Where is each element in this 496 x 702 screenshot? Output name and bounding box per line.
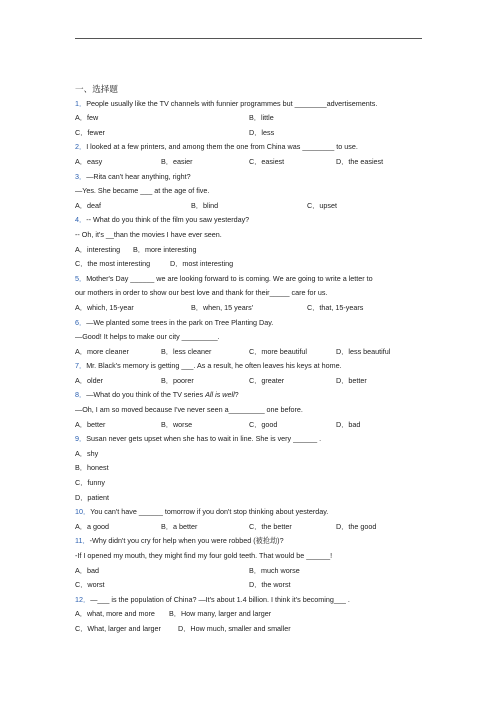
question-7-stem: 7．Mr. Black's memory is getting ___. As a result, he often leaves his keys at home. [75, 361, 342, 371]
option-d[interactable]: D．better [336, 375, 367, 385]
option-d[interactable]: D．the good [336, 521, 377, 531]
question-2-stem: 2．I looked at a few printers, and among them the one from China was ________ to use. [75, 142, 358, 152]
option-d[interactable]: D．the easiest [336, 156, 384, 166]
option-a[interactable]: A．what, more and more [75, 609, 155, 619]
option-a[interactable]: A．deaf [75, 200, 101, 210]
question-11-stem: 11．-Why didn't you cry for help when you were robbed (被抢劫)? [75, 536, 284, 546]
question-list [75, 82, 425, 637]
option-b[interactable]: B．worse [161, 419, 193, 429]
question-6-stem-line2: —Good! It helps to make our city _________. [75, 332, 220, 342]
question-12-options-row2 [75, 622, 425, 637]
question-12-stem: 12．—___ is the population of China? —It's about 1.4 billion. I think it's becoming___ . [75, 594, 350, 604]
option-c[interactable]: C．What, larger and larger [75, 623, 161, 633]
option-a[interactable]: A．older [75, 375, 103, 385]
option-b[interactable]: B．much worse [249, 565, 300, 575]
option-d[interactable]: D．less [249, 127, 275, 137]
question-11-stem-line2: -If I opened my mouth, they might find my four gold teeth. That would be ______! [75, 551, 333, 560]
option-c[interactable]: C．greater [249, 375, 285, 385]
question-9-stem: 9．Susan never gets upset when she has to wait in line. She is very ______ . [75, 434, 322, 444]
option-c[interactable]: C．funny [75, 478, 105, 488]
option-b[interactable]: B．more interesting [133, 244, 197, 254]
option-d[interactable]: D．less beautiful [336, 346, 391, 356]
question-4-stem-line2: -- Oh, it's __than the movies I have ever seen. [75, 229, 222, 239]
question-7-options [75, 374, 425, 389]
option-a[interactable]: A．which, 15-year [75, 302, 134, 312]
option-a[interactable]: A．easy [75, 156, 103, 166]
question-4-stem: 4．-- What do you think of the film you saw yesterday? [75, 215, 250, 225]
question-3-stem: 3．—Rita can't hear anything, right? [75, 171, 191, 181]
option-b[interactable]: B．blind [191, 200, 219, 210]
option-c[interactable]: C．upset [307, 200, 337, 210]
option-d[interactable]: D．the worst [249, 580, 291, 590]
option-b[interactable]: B．a better [161, 521, 198, 531]
option-a[interactable]: A．shy [75, 448, 99, 458]
question-11-options-row2 [75, 578, 425, 593]
question-5-stem-line2: our mothers in order to show our best love and thank for their_____ care for us. [75, 288, 328, 298]
question-6-stem: 6．—We planted some trees in the park on Tree Planting Day. [75, 317, 274, 327]
question-6-options [75, 345, 425, 360]
option-c[interactable]: C．that, 15-years [307, 302, 364, 312]
option-c[interactable]: C．easiest [249, 156, 285, 166]
header-rule [75, 38, 422, 39]
option-c[interactable]: C．the most interesting [75, 259, 151, 269]
question-5-options [75, 301, 425, 316]
option-d[interactable]: D．patient [75, 492, 109, 502]
question-11-options-row1 [75, 564, 425, 579]
question-10-stem: 10．You can't have ______ tomorrow if you don't stop thinking about yesterday. [75, 507, 329, 517]
option-c[interactable]: C．more beautiful [249, 346, 307, 356]
option-d[interactable]: D．most interesting [170, 259, 234, 269]
question-8-stem-line2: —Oh, I am so moved because I've never seen a_________ one before. [75, 405, 303, 415]
question-12-options-row1 [75, 607, 425, 622]
question-5-stem: 5．Mother's Day ______ we are looking forward to is coming. We are going to write a letter to [75, 273, 373, 283]
option-a[interactable]: A．interesting [75, 244, 121, 254]
option-b[interactable]: B．little [249, 113, 274, 123]
option-d[interactable]: D．bad [336, 419, 361, 429]
section-title: 一、选择题 [75, 84, 118, 94]
question-8-stem: 8．—What do you think of the TV series All is well? [75, 390, 239, 400]
option-a[interactable]: A．bad [75, 565, 99, 575]
option-a[interactable]: A．more cleaner [75, 346, 129, 356]
question-3-options [75, 199, 425, 214]
option-d[interactable]: D．How much, smaller and smaller [178, 623, 291, 633]
question-2-options [75, 155, 425, 170]
option-c[interactable]: C．good [249, 419, 278, 429]
question-4-options-row2 [75, 257, 425, 272]
question-3-stem-line2: —Yes. She became ___ at the age of five. [75, 186, 210, 196]
option-c[interactable]: C．fewer [75, 127, 105, 137]
question-4-options-row1 [75, 243, 425, 258]
tv-series-title: All is well [205, 390, 235, 400]
option-b[interactable]: B．less cleaner [161, 346, 212, 356]
option-c[interactable]: C．the better [249, 521, 292, 531]
question-1-options-row1 [75, 111, 425, 126]
option-b[interactable]: B．How many, larger and larger [169, 609, 272, 619]
option-b[interactable]: B．easier [161, 156, 193, 166]
option-a[interactable]: A．a good [75, 521, 109, 531]
question-1-options-row2 [75, 126, 425, 141]
option-a[interactable]: A．few [75, 113, 99, 123]
option-b[interactable]: B．when, 15 years' [191, 302, 254, 312]
option-b[interactable]: B．honest [75, 463, 109, 473]
option-c[interactable]: C．worst [75, 580, 105, 590]
question-10-options [75, 520, 425, 535]
option-a[interactable]: A．better [75, 419, 106, 429]
option-b[interactable]: B．poorer [161, 375, 194, 385]
question-1-stem: 1．People usually like the TV channels with funnier programmes but ________advertisements. [75, 98, 378, 108]
question-8-options [75, 418, 425, 433]
